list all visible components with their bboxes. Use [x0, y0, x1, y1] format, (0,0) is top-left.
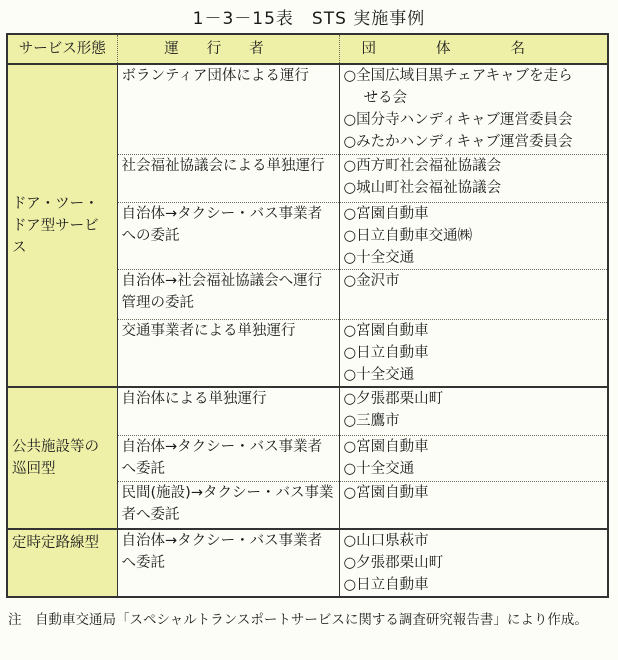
operator-cell: 社会福祉協議会による単独運行 [117, 154, 339, 202]
org-item: ○十全交通 [343, 249, 415, 266]
operator-cell: 自治体→タクシー・バス事業者へ委託 [117, 529, 339, 597]
org-item: ○夕張郡栗山町 [343, 391, 444, 407]
org-item: ○日立自動車 [343, 577, 429, 593]
table-title: 1－3－15表 STS 実施事例 [192, 9, 426, 29]
org-item: ○三鷹市 [343, 413, 400, 429]
header-row [7, 34, 608, 64]
table-row [7, 64, 608, 154]
org-item: ○日立自動車 [343, 344, 429, 361]
org-item: ○みたかハンディキャブ運営委員会 [343, 134, 573, 150]
orgs-cell [339, 202, 608, 269]
org-item: ○国分寺ハンディキャブ運営委員会 [343, 112, 573, 128]
form-fixed-route: 定時定路線型 [7, 529, 117, 597]
operator-cell: 民間(施設)→タクシー・バス事業者へ委託 [117, 481, 339, 529]
org-item: ○夕張郡栗山町 [343, 555, 444, 571]
org-item: ○山口県萩市 [343, 533, 429, 549]
operator-cell: ボランティア団体による運行 [117, 64, 339, 154]
org-item: せる会 [363, 90, 407, 106]
org-item: ○日立自動車交通㈱ [343, 227, 473, 244]
header-orgs: 団体名 [339, 34, 608, 64]
operator-cell: 自治体→タクシー・バス事業者への委託 [117, 202, 339, 269]
table-row [7, 529, 608, 597]
org-item: ○城山町社会福祉協議会 [343, 179, 502, 196]
orgs-cell [339, 64, 608, 154]
orgs-cell [339, 154, 608, 202]
org-item: ○十全交通 [343, 366, 415, 383]
orgs-cell [339, 529, 608, 597]
org-item: ○全国広域目黒チェアキャブを走ら [343, 68, 573, 84]
org-item: ○西方町社会福祉協議会 [343, 157, 502, 174]
orgs-cell [339, 435, 608, 481]
orgs-cell [339, 269, 608, 319]
operator-cell: 自治体→社会福祉協議会へ運行管理の委託 [117, 269, 339, 319]
table-row [7, 387, 608, 435]
org-item: ○金沢市 [343, 272, 400, 289]
sts-table [6, 33, 609, 598]
operator-cell: 自治体による単独運行 [117, 387, 339, 435]
operator-cell: 自治体→タクシー・バス事業者へ委託 [117, 435, 339, 481]
org-item: ○宮園自動車 [343, 205, 429, 222]
org-item: ○宮園自動車 [343, 484, 429, 501]
org-item: ○宮園自動車 [343, 322, 429, 339]
orgs-cell [339, 387, 608, 435]
orgs-cell [339, 319, 608, 387]
org-item: ○宮園自動車 [343, 438, 429, 455]
form-door-to-door: ドア・ツー・ドア型サービス [7, 64, 117, 387]
header-form: サービス形態 [7, 34, 117, 64]
form-circulation: 公共施設等の巡回型 [7, 387, 117, 529]
header-operator: 運行者 [117, 34, 339, 64]
orgs-cell [339, 481, 608, 529]
operator-cell: 交通事業者による単独運行 [117, 319, 339, 387]
org-item: ○十全交通 [343, 460, 415, 477]
footnote: 注 自動車交通局「スペシャルトランスポートサービスに関する調査研究報告書」により作成。 [8, 612, 588, 628]
